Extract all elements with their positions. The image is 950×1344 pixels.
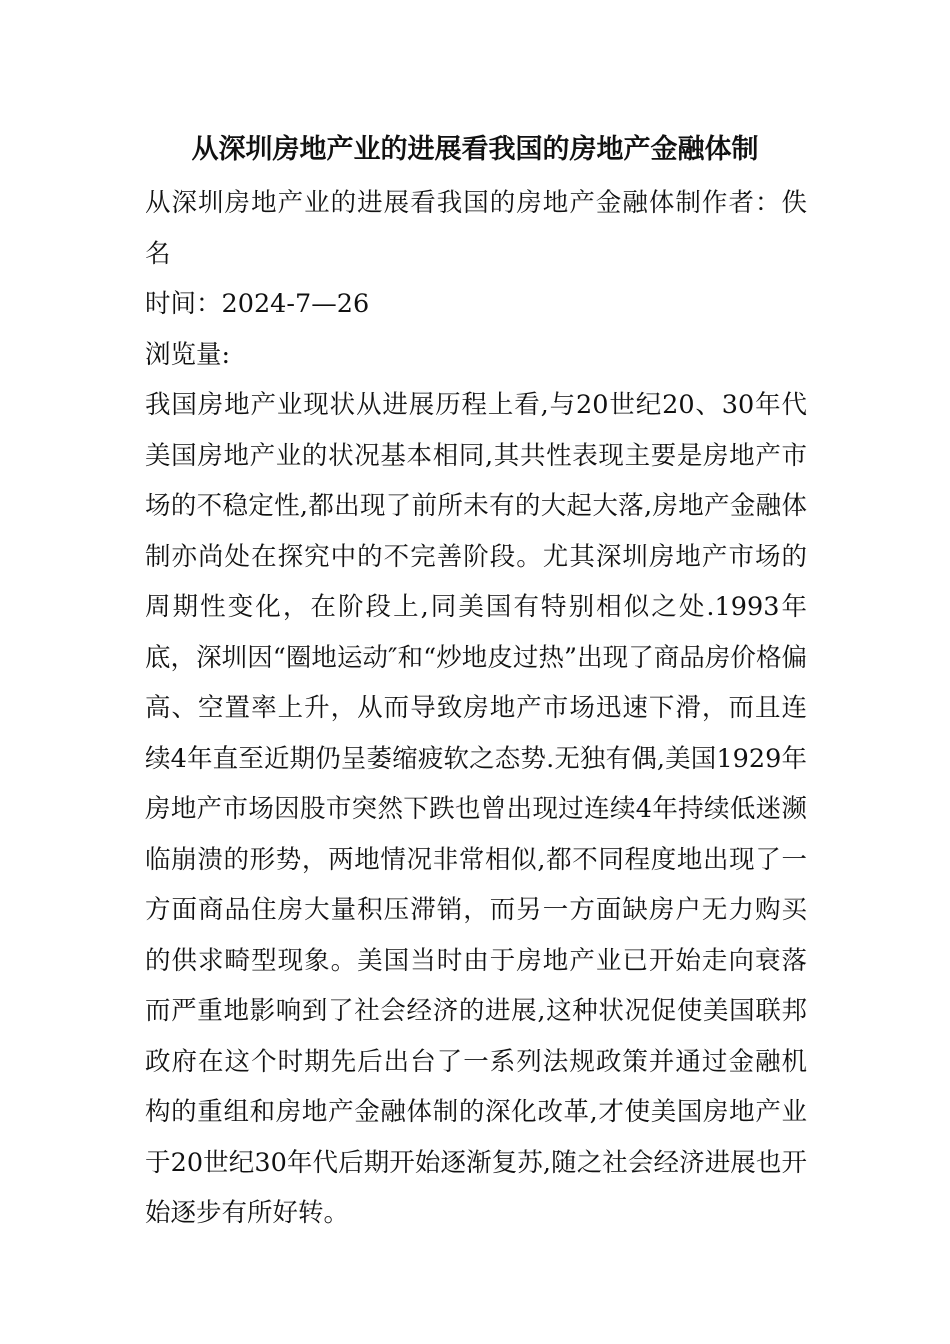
publish-date: 时间：2024-7—26 — [145, 289, 370, 319]
document-title: 从深圳房地产业的进展看我国的房地产金融体制 — [191, 134, 759, 165]
body-paragraph: 我国房地产业现状从进展历程上看,与20世纪20、30年代美国房地产业的状况基本相同,其共性表现主要是房地产市场的不稳定性,都出现了前所未有的大起大落,房地产金融体制亦尚处在探究中的不完善阶段。尤其深圳房地产市场的周期性变化，在阶段上,同美国有特别相似之处.1993年底，深圳因“圈地运动″和“炒地皮过热”出现了商品房价格偏高、空置率上升，从而导致房地产市场迅速下滑，而且连续4年直至近期仍呈萎缩疲软之态势.无独有偶,美国1929年房地产市场因股市突然下跌也曾出现过连续4年持续低迷濒临崩溃的形势，两地情况非常相似,都不同程度地出现了一方面商品住房大量积压滞销，而另一方面缺房户无力购买的供求畸型现象。美国当时由于房地产业已开始走向衰落而严重地影响到了社会经济的进展,这种状况促使美国联邦政府在这个时期先后出台了一系列法规政策并通过金融机构的重组和房地产金融体制的深化改革,才使美国房地产业于20世纪30年代后期开始逐渐复苏,随之社会经济进展也开始逐步有所好转。 — [145, 390, 807, 1228]
byline: 从深圳房地产业的进展看我国的房地产金融体制作者：佚名 — [145, 188, 807, 269]
document-body — [145, 178, 807, 1239]
view-count: 浏览量: — [145, 339, 231, 370]
